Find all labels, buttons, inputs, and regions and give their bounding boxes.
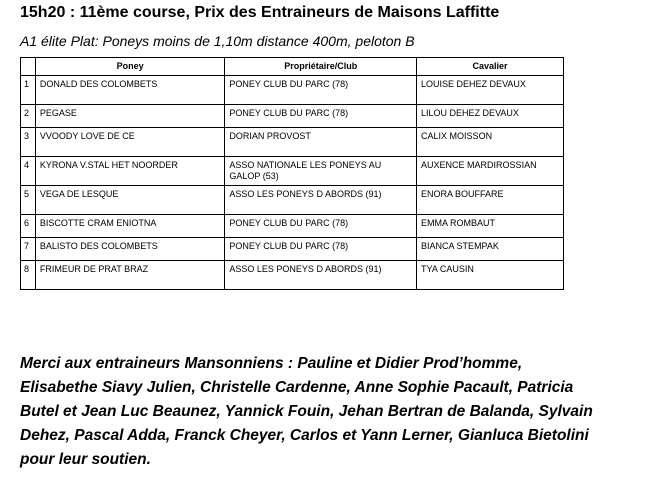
cell-club: PONEY CLUB DU PARC (78) [225,215,417,238]
cell-club: ASSO LES PONEYS D ABORDS (91) [225,261,417,290]
race-title: 15h20 : 11ème course, Prix des Entraineurs de Maisons Laffitte [20,4,500,21]
table-row [21,215,564,238]
cell-cavalier: CALIX MOISSON [417,128,564,157]
cell-poney: VEGA DE LESQUE [35,186,225,215]
header-club: Propriétaire/Club [225,58,417,76]
cell-club: ASSO NATIONALE LES PONEYS AU GALOP (53) [225,157,417,186]
table-row [21,261,564,290]
race-subtitle: A1 élite Plat: Poneys moins de 1,10m distance 400m, peloton B [20,33,415,49]
cell-club: ASSO LES PONEYS D ABORDS (91) [225,186,417,215]
table-row [21,186,564,215]
participants-table [20,57,564,290]
cell-number: 7 [21,238,36,261]
cell-number: 1 [21,76,36,105]
table-row [21,128,564,157]
thanks-line: Butel et Jean Luc Beaunez, Yannick Fouin, Jehan Bertran de Balanda, Sylvain [20,403,593,420]
cell-number: 8 [21,261,36,290]
cell-poney: BISCOTTE CRAM ENIOTNA [35,215,225,238]
cell-cavalier: AUXENCE MARDIROSSIAN [417,157,564,186]
cell-poney: PEGASE [35,105,225,128]
cell-cavalier: ENORA BOUFFARE [417,186,564,215]
cell-cavalier: LOUISE DEHEZ DEVAUX [417,76,564,105]
thanks-line: Dehez, Pascal Adda, Franck Cheyer, Carlos et Yann Lerner, Gianluca Bietolini [20,427,589,444]
thanks-line: pour leur soutien. [20,451,151,468]
table-row [21,157,564,186]
thanks-paragraph [20,352,630,472]
cell-cavalier: TYA CAUSIN [417,261,564,290]
thanks-line: Merci aux entraineurs Mansonniens : Pauline et Didier Prod’homme, [20,355,523,372]
cell-poney: BALISTO DES COLOMBETS [35,238,225,261]
cell-number: 4 [21,157,36,186]
cell-number: 2 [21,105,36,128]
thanks-line: Elisabethe Siavy Julien, Christelle Cardenne, Anne Sophie Pacault, Patricia [20,379,574,396]
table-row [21,105,564,128]
cell-poney: FRIMEUR DE PRAT BRAZ [35,261,225,290]
table-header-row [21,58,564,76]
cell-club: DORIAN PROVOST [225,128,417,157]
table-row [21,238,564,261]
header-cavalier: Cavalier [417,58,564,76]
cell-poney: DONALD DES COLOMBETS [35,76,225,105]
cell-cavalier: LILOU DEHEZ DEVAUX [417,105,564,128]
cell-poney: VVOODY LOVE DE CE [35,128,225,157]
cell-cavalier: EMMA ROMBAUT [417,215,564,238]
cell-poney: KYRONA V.STAL HET NOORDER [35,157,225,186]
cell-club: PONEY CLUB DU PARC (78) [225,238,417,261]
cell-number: 6 [21,215,36,238]
header-number [21,58,36,76]
cell-number: 3 [21,128,36,157]
cell-club: PONEY CLUB DU PARC (78) [225,105,417,128]
cell-cavalier: BIANCA STEMPAK [417,238,564,261]
header-poney: Poney [35,58,225,76]
cell-club: PONEY CLUB DU PARC (78) [225,76,417,105]
table-row [21,76,564,105]
cell-number: 5 [21,186,36,215]
